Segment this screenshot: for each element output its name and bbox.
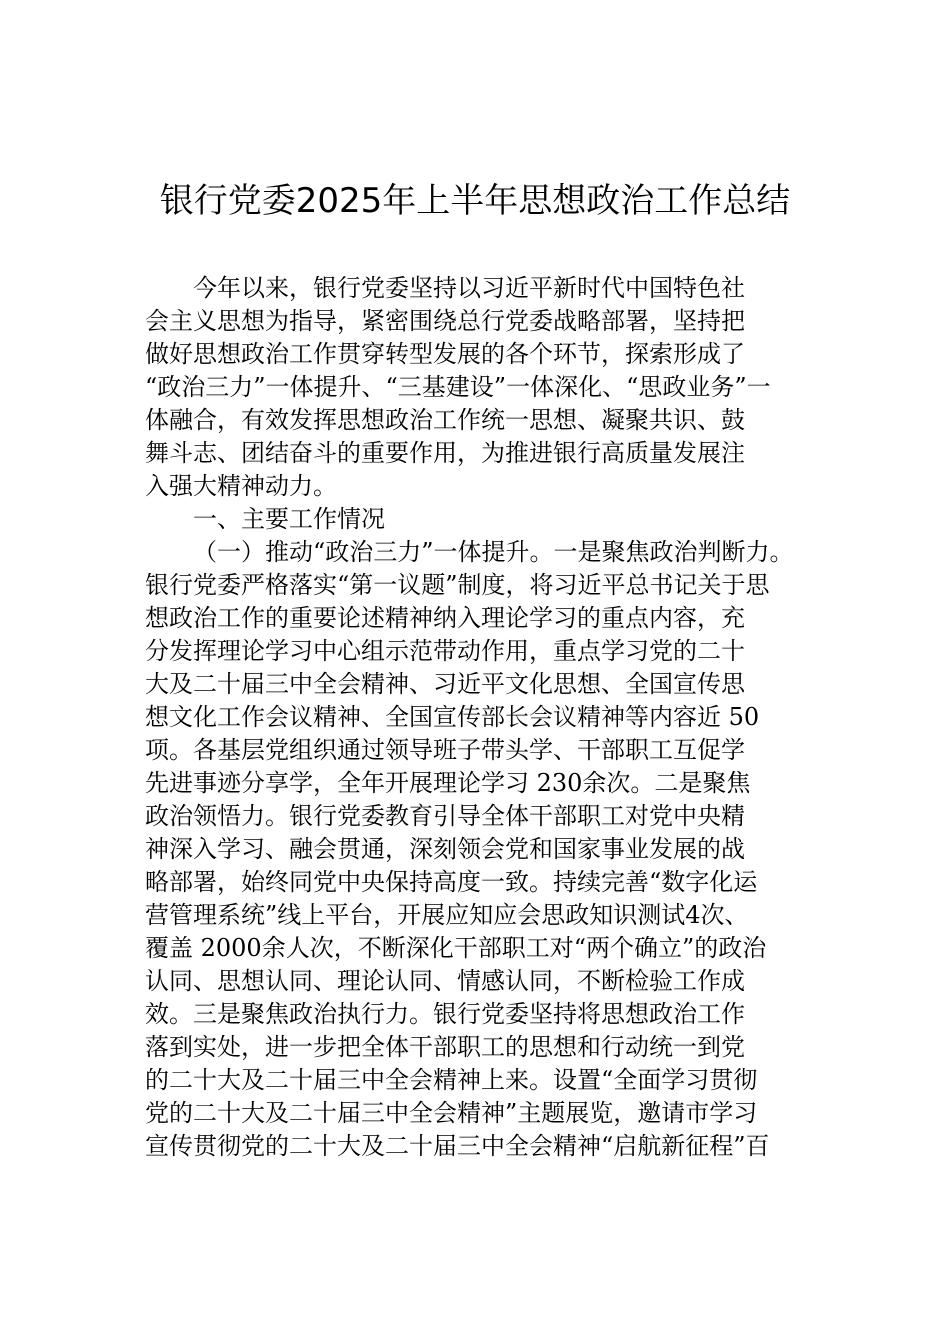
text-line: 营管理系统”线上平台，开展应知应会思政知识测试4次、 bbox=[145, 901, 749, 929]
text-line: 效。三是聚焦政治执行力。银行党委坚持将思想政治工作 bbox=[145, 1000, 745, 1028]
document-body bbox=[145, 272, 815, 1163]
text-line: 一、主要工作情况 bbox=[193, 505, 385, 533]
text-line: 想政治工作的重要论述精神纳入理论学习的重点内容，充 bbox=[145, 604, 745, 632]
text-line: 舞斗志、团结奋斗的重要作用，为推进银行高质量发展注 bbox=[145, 439, 745, 467]
text-line: （一）推动“政治三力”一体提升。一是聚焦政治判断力。 bbox=[193, 538, 794, 566]
text-line: “政治三力”一体提升、“三基建设”一体深化、“思政业务”一 bbox=[145, 373, 771, 401]
text-line: 入强大精神动力。 bbox=[145, 472, 337, 500]
text-line: 认同、思想认同、理论认同、情感认同，不断检验工作成 bbox=[145, 967, 745, 995]
text-line: 银行党委严格落实“第一议题”制度，将习近平总书记关于思 bbox=[145, 571, 770, 599]
text-line: 落到实处，进一步把全体干部职工的思想和行动统一到党 bbox=[145, 1033, 745, 1061]
text-line: 做好思想政治工作贯穿转型发展的各个环节，探索形成了 bbox=[145, 340, 745, 368]
text-line: 分发挥理论学习中心组示范带动作用，重点学习党的二十 bbox=[145, 637, 745, 665]
text-line: 略部署，始终同党中央保持高度一致。持续完善“数字化运 bbox=[145, 868, 758, 896]
document-title: 银行党委2025年上半年思想政治工作总结 bbox=[159, 181, 791, 221]
text-line: 项。各基层党组织通过领导班子带头学、干部职工互促学 bbox=[145, 736, 745, 764]
text-line: 宣传贯彻党的二十大及二十届三中全会精神“启航新征程”百 bbox=[145, 1132, 770, 1160]
text-line: 今年以来，银行党委坚持以习近平新时代中国特色社 bbox=[193, 274, 745, 302]
text-line: 的二十大及二十届三中全会精神上来。设置“全面学习贯彻 bbox=[145, 1066, 758, 1094]
text-line: 先进事迹分享学，全年开展理论学习 230余次。二是聚焦 bbox=[145, 769, 751, 797]
text-line: 想文化工作会议精神、全国宣传部长会议精神等内容近 50 bbox=[145, 703, 760, 731]
text-line: 会主义思想为指导，紧密围绕总行党委战略部署，坚持把 bbox=[145, 307, 745, 335]
text-line: 覆盖 2000余人次，不断深化干部职工对“两个确立”的政治 bbox=[145, 934, 767, 962]
text-line: 神深入学习、融会贯通，深刻领会党和国家事业发展的战 bbox=[145, 835, 745, 863]
text-line: 大及二十届三中全会精神、习近平文化思想、全国宣传思 bbox=[145, 670, 745, 698]
text-line: 政治领悟力。银行党委教育引导全体干部职工对党中央精 bbox=[145, 802, 745, 830]
text-line: 体融合，有效发挥思想政治工作统一思想、凝聚共识、鼓 bbox=[145, 406, 745, 434]
text-line: 党的二十大及二十届三中全会精神”主题展览，邀请市学习 bbox=[145, 1099, 758, 1127]
